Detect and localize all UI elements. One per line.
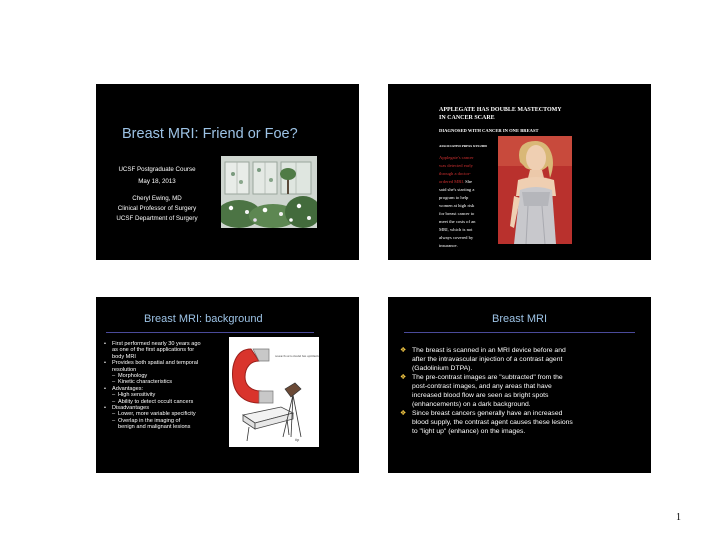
bullet-item: ❖ The breast is scanned in an MRI device before and after the intravascular injection of a contrast agent (Gadolinium DTPA). [400,347,566,372]
bullet-text: resolution [112,366,137,373]
bullet-item: ❖ Since breast cancers generally have an increased blood supply, the contrast agent causes these lesions to "light up" (enhance) on the images. [400,410,573,435]
news-story-red-2: was detected early [439,163,473,168]
illustration-caption: research as/to model has optimum [275,354,319,358]
bullet-text: First performed nearly 30 years ago [112,341,201,347]
course-date: May 18, 2013 [138,178,176,185]
bullet-text: to "light up" (enhance) on the images. [412,428,526,435]
news-story-6: MRI, which is not [439,227,473,232]
news-story-red-1: Applegate's cancer [439,155,474,160]
bullet-text: High sensitivity [118,392,156,399]
slide-1-title: Breast MRI: Friend or Foe? [122,126,298,142]
sub-bullet-item: – Overlap in the imaging of benign and malignant lesions [112,417,191,431]
bullet-text: post-contrast images, and any areas that have [412,383,552,390]
mri-bullet-list [400,346,640,436]
news-story-1: said she's starting a [439,187,475,192]
slide-breast-mri [388,297,651,473]
svg-text:ttp: ttp [295,437,300,442]
bullet-text: benign and malignant lesions [118,424,191,431]
title-divider [106,332,314,333]
news-story-3: women at high risk [439,203,475,208]
news-story-5: meet the costs of an [439,219,476,224]
news-headline-line-1: APPLEGATE HAS DOUBLE MASTECTOMY [439,107,562,113]
bullet-text: blood supply, the contrast agent causes these lesions [412,419,573,426]
news-story-red-tail: She [465,179,473,184]
celebrity-photo [498,136,572,244]
news-story-8: insurance. [439,243,458,248]
slide-background [96,297,359,473]
title-divider [404,332,635,333]
news-story-2: program to help [439,195,469,200]
bullet-text: The pre-contrast images are "subtracted" from the [412,374,563,381]
bullet-text: Since breast cancers generally have an increased [412,410,563,417]
bullet-text: Overlap in the imaging of [118,417,181,424]
bullet-text: body MRI [112,353,136,360]
bullet-text: The breast is scanned in an MRI device before and [412,347,566,354]
news-story-red-3: through a doctor- [439,171,471,176]
sub-bullet-item: – Lower, more variable specificity [112,411,196,418]
bullet-text: Ability to detect occult cancers [118,398,194,405]
bullet-text: Morphology [118,373,148,380]
bullet-text: Lower, more variable specificity [118,411,196,418]
news-headline-line-2: IN CANCER SCARE [439,115,495,121]
course-name: UCSF Postgraduate Course [118,166,196,173]
bullet-item: • First performed nearly 30 years ago as one of the first applications for body MRI [104,341,201,360]
page-number: 1 [676,512,681,523]
sub-bullet-item: – Ability to detect occult cancers [112,398,194,405]
slide-news [388,84,651,260]
bullet-text: after the intravascular injection of a contrast agent [412,356,563,363]
bullet-item: • Provides both spatial and temporal resolution [104,360,199,373]
background-bullet-list [104,341,232,431]
bullet-item: • Disadvantages [104,405,150,412]
news-story-red-4: ordered MRI. [439,179,465,184]
slide-title [96,84,359,260]
sub-bullet-item: – High sensitivity [112,392,156,399]
bullet-text: Provides both spatial and temporal [112,360,199,367]
bullet-item: • Advantages: [104,385,144,392]
author-dept: UCSF Department of Surgery [116,215,198,222]
bullet-text: Kinetic characteristics [118,379,173,386]
bullet-text: (enhancements) on a dark background. [412,401,531,408]
sub-bullet-item: – Morphology [112,373,148,380]
hospital-window-garden-image [221,156,317,228]
sub-bullet-item: – Kinetic characteristics [112,379,173,386]
bullet-item: ❖ The pre-contrast images are "subtracted" from the post-contrast images, and any areas that have increased blood flow are seen as bright spots (enhancements) on a dark background. [400,374,563,408]
author-role: Clinical Professor of Surgery [117,205,197,212]
news-story-4: for breast cancer to [439,211,475,216]
slide-3-title: Breast MRI: background [144,313,263,325]
slide-4-title: Breast MRI [491,313,547,325]
bullet-text: Advantages: [112,385,144,392]
bullet-text: (Gadolinium DTPA). [412,365,473,372]
bullet-text: Disadvantages [112,405,150,412]
author-name: Cheryl Ewing, MD [132,195,182,202]
bullet-text: as one of the first applications for [112,347,195,354]
news-byline: ASSOCIATED PRESS 8/19/2008 [439,144,487,148]
news-subhead: DIAGNOSED WITH CANCER IN ONE BREAST [439,128,539,133]
mri-magnet-illustration [229,337,319,447]
bullet-text: increased blood flow are seen as bright spots [412,392,549,399]
news-story-7: always covered by [439,235,474,240]
